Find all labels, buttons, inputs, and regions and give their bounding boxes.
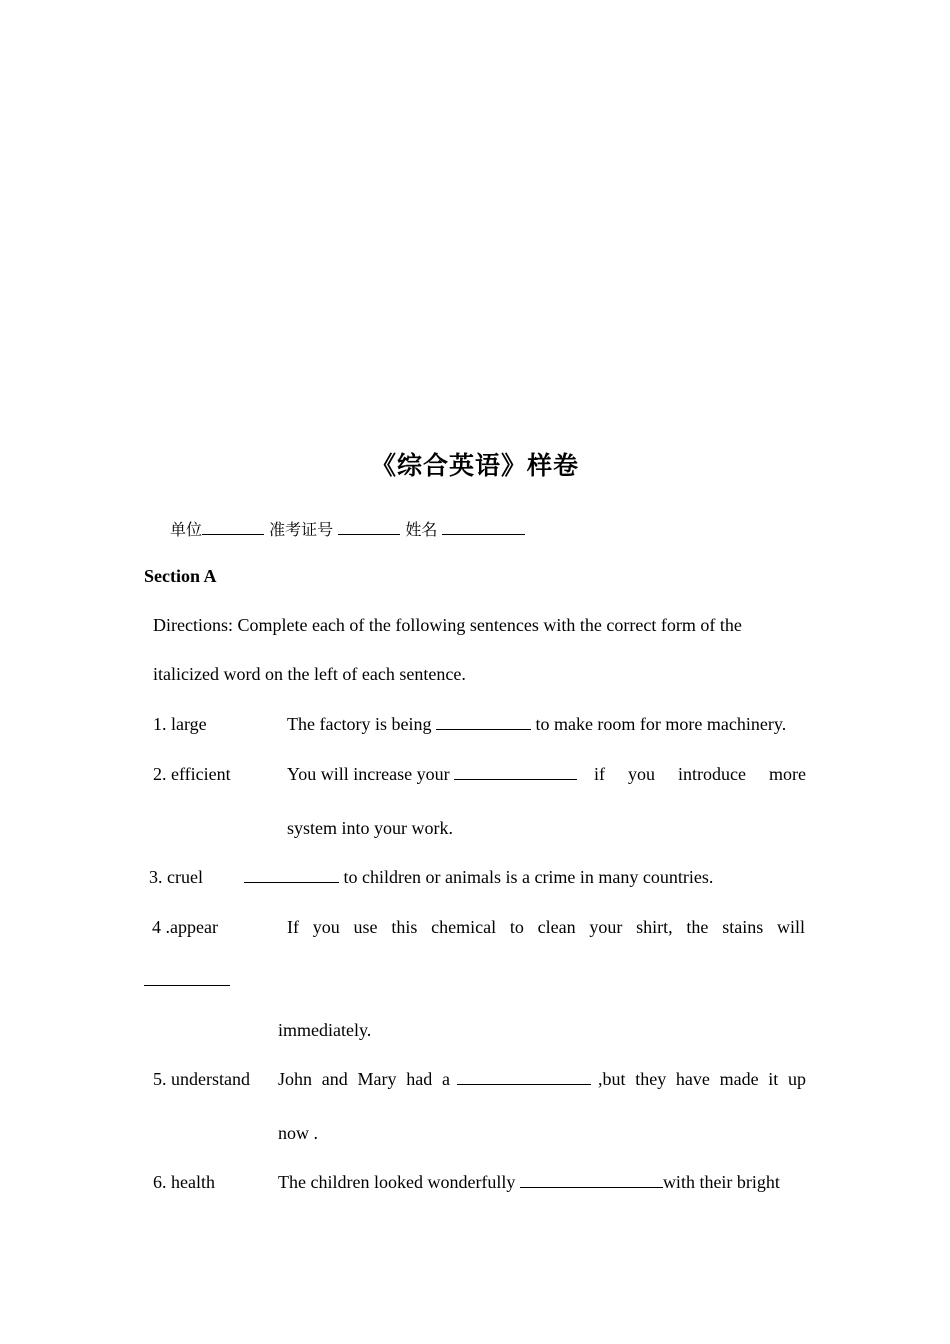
item-5-blank[interactable] bbox=[457, 1084, 591, 1085]
item-4-blank[interactable] bbox=[144, 985, 230, 986]
section-heading: Section A bbox=[144, 566, 217, 586]
item-1-text-after: to make room for more machinery. bbox=[535, 714, 787, 734]
item-6-word: 6. health bbox=[153, 1172, 215, 1192]
item-2-blank[interactable] bbox=[454, 763, 577, 780]
item-6-blank[interactable] bbox=[520, 1171, 663, 1188]
header-fields bbox=[170, 518, 525, 541]
exam-id-label: 准考证号 bbox=[269, 520, 334, 539]
item-3-text-after: to children or animals is a crime in many countries. bbox=[343, 867, 714, 887]
item-1-word: 1. large bbox=[153, 714, 207, 734]
item-4-continuation: immediately. bbox=[278, 1020, 372, 1040]
item-6-text-after: with their bright bbox=[662, 1172, 780, 1192]
item-2-text-before: You will increase your bbox=[287, 764, 450, 784]
item-4-word: 4 .appear bbox=[152, 917, 218, 937]
item-6-text-before: The children looked wonderfully bbox=[278, 1172, 516, 1192]
page-title: 《综合英语》样卷 bbox=[370, 451, 579, 480]
item-5-word: 5. understand bbox=[153, 1069, 250, 1089]
item-5-text-after: ,but they have made it up bbox=[598, 1069, 806, 1089]
item-3-word: 3. cruel bbox=[149, 867, 203, 887]
item-4-text: If you use this chemical to clean your shirt, the stains will bbox=[287, 917, 805, 937]
name-blank[interactable] bbox=[442, 518, 525, 535]
item-3-blank[interactable] bbox=[244, 866, 339, 883]
item-2-sentence-start bbox=[287, 763, 577, 785]
item-3-sentence bbox=[244, 866, 713, 888]
item-2-continuation: system into your work. bbox=[287, 818, 453, 838]
unit-label: 单位 bbox=[170, 520, 203, 539]
directions-line-1: Directions: Complete each of the following sentences with the correct form of the bbox=[153, 615, 742, 635]
item-2-text-after: if you introduce more bbox=[594, 764, 806, 784]
name-label: 姓名 bbox=[405, 520, 438, 539]
item-5-text-before: John and Mary had a bbox=[278, 1069, 450, 1089]
item-1-sentence bbox=[287, 713, 786, 735]
exam-id-blank[interactable] bbox=[338, 518, 400, 535]
item-2-word: 2. efficient bbox=[153, 764, 231, 784]
item-5-continuation: now . bbox=[278, 1123, 318, 1143]
unit-blank[interactable] bbox=[202, 518, 264, 535]
item-1-text-before: The factory is being bbox=[287, 714, 432, 734]
item-6-sentence bbox=[278, 1171, 780, 1193]
item-1-blank[interactable] bbox=[436, 713, 531, 730]
directions-line-2: italicized word on the left of each sentence. bbox=[153, 664, 466, 684]
